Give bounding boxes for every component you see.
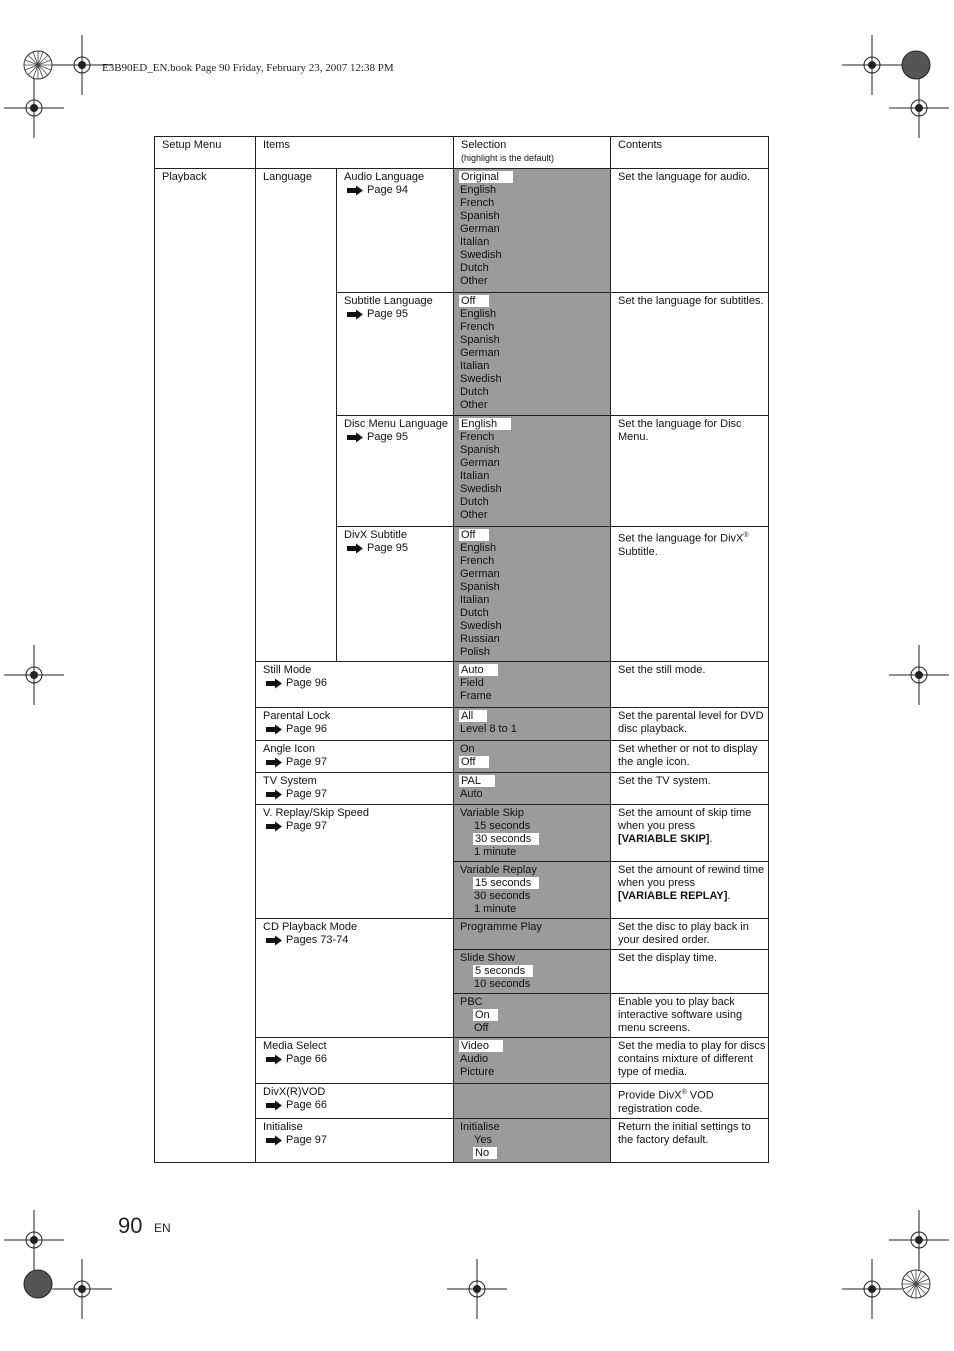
item-label: Media Select xyxy=(263,1040,327,1052)
pointing-arrow-icon xyxy=(265,678,283,689)
option-row xyxy=(460,594,610,607)
option-row xyxy=(460,581,610,594)
option: Swedish xyxy=(460,483,502,495)
option-row xyxy=(460,846,610,859)
option-row xyxy=(460,646,610,659)
option: German xyxy=(460,568,500,580)
selection-options xyxy=(454,862,611,919)
item-label: DivX(R)VOD xyxy=(263,1086,326,1098)
pointing-arrow-icon xyxy=(265,1100,283,1111)
option-row xyxy=(460,833,610,846)
selection-options xyxy=(454,950,611,994)
option-row xyxy=(460,690,610,703)
option: 1 minute xyxy=(474,846,517,858)
crosshair-registration-mark xyxy=(889,78,949,138)
option: 1 minute xyxy=(474,903,517,915)
option-row xyxy=(460,171,610,184)
section-playback: Playback xyxy=(155,169,256,1163)
option-row xyxy=(460,1066,610,1079)
option-row xyxy=(460,308,610,321)
option: French xyxy=(460,321,495,333)
contents-part: . xyxy=(727,890,731,902)
page-reference: Pages 73-74 xyxy=(286,934,349,946)
option-row xyxy=(460,775,610,788)
option-row xyxy=(460,664,610,677)
pointing-arrow-icon xyxy=(346,309,364,320)
contents-text: Set the disc to play back in your desired order. xyxy=(611,919,769,950)
book-header-line: E3B90ED_EN.book Page 90 Friday, February 23, 2007 12:38 PM xyxy=(102,62,394,74)
option-row xyxy=(460,399,610,412)
item-divx-vod xyxy=(256,1084,454,1119)
contents-part: Provide DivX xyxy=(618,1089,682,1102)
page-reference: Page 97 xyxy=(286,820,327,832)
pointing-arrow-icon xyxy=(265,821,283,832)
selection-options xyxy=(454,1038,611,1084)
option-row xyxy=(460,756,610,769)
default-option: No xyxy=(473,1147,497,1159)
option: Auto xyxy=(460,788,483,800)
option: Russian xyxy=(460,633,500,645)
option: Other xyxy=(460,509,488,521)
option: Polish xyxy=(460,646,490,658)
page-reference: Page 96 xyxy=(286,723,327,735)
contents-text: Enable you to play back interactive software using menu screens. xyxy=(611,994,769,1038)
option: Audio xyxy=(460,1053,489,1065)
option: Frame xyxy=(460,690,492,702)
option: Italian xyxy=(460,360,490,372)
option-row xyxy=(460,210,610,223)
selection-options xyxy=(454,994,611,1038)
crosshair-registration-mark xyxy=(889,645,949,705)
item-tv-system xyxy=(256,773,454,805)
default-option: Video xyxy=(459,1040,503,1052)
contents-part: Set the language for DivX xyxy=(618,532,744,545)
option-row xyxy=(460,677,610,690)
sub-setting-label: Initialise xyxy=(460,1120,500,1133)
option: English xyxy=(460,184,497,196)
selection-options xyxy=(454,708,611,741)
default-option: Off xyxy=(459,529,489,541)
option-row xyxy=(460,275,610,288)
option: 10 seconds xyxy=(474,978,531,990)
option: German xyxy=(460,457,500,469)
option-row xyxy=(460,184,610,197)
option: Spanish xyxy=(460,581,500,593)
item-language-group: Language xyxy=(256,169,337,662)
page-reference: Page 66 xyxy=(286,1099,327,1111)
option-row xyxy=(460,249,610,262)
registration-starburst-mark xyxy=(886,1254,946,1314)
item-label: Audio Language xyxy=(344,171,425,183)
option-row xyxy=(460,1022,610,1035)
option-row xyxy=(460,788,610,801)
option: German xyxy=(460,347,500,359)
contents-text: Set the still mode. xyxy=(611,662,769,708)
option-row xyxy=(460,386,610,399)
default-option: 5 seconds xyxy=(473,965,533,977)
option: Dutch xyxy=(460,386,489,398)
pointing-arrow-icon xyxy=(346,185,364,196)
option-row xyxy=(460,542,610,555)
item-divx-subtitle xyxy=(337,527,454,662)
page-reference: Page 97 xyxy=(286,756,327,768)
pointing-arrow-icon xyxy=(265,1054,283,1065)
contents-text: Set the language for subtitles. xyxy=(611,293,769,416)
item-label: Parental Lock xyxy=(263,710,331,722)
option: German xyxy=(460,223,500,235)
option: Italian xyxy=(460,594,490,606)
option: 30 seconds xyxy=(474,890,531,902)
header-setup-menu: Setup Menu xyxy=(155,137,256,169)
registered-mark: ® xyxy=(743,532,749,539)
page-number: 90 xyxy=(118,1213,143,1238)
item-label: TV System xyxy=(263,775,317,787)
item-label: Disc Menu Language xyxy=(344,418,448,430)
option-row xyxy=(460,373,610,386)
option: French xyxy=(460,197,495,209)
pointing-arrow-icon xyxy=(346,432,364,443)
default-option: Auto xyxy=(459,664,498,676)
option: Spanish xyxy=(460,210,500,222)
contents-text: Set the TV system. xyxy=(611,773,769,805)
option-row xyxy=(460,710,610,723)
item-label: Initialise xyxy=(263,1120,303,1133)
option: French xyxy=(460,555,495,567)
header-contents: Contents xyxy=(611,137,769,169)
option-row xyxy=(460,223,610,236)
option-row xyxy=(460,1040,610,1053)
option: Other xyxy=(460,399,488,411)
selection-options xyxy=(454,773,611,805)
item-angle-icon xyxy=(256,741,454,773)
selection-options xyxy=(454,527,611,662)
default-option: 15 seconds xyxy=(473,877,539,889)
pointing-arrow-icon xyxy=(265,1135,283,1146)
item-label: V. Replay/Skip Speed xyxy=(263,807,369,819)
contents-part: Set the amount of skip time when you press xyxy=(618,807,752,832)
crosshair-registration-mark xyxy=(4,645,64,705)
option: Swedish xyxy=(460,373,502,385)
option-row xyxy=(460,262,610,275)
item-label: Angle Icon xyxy=(263,743,315,755)
option: Level 8 to 1 xyxy=(460,723,517,735)
registered-mark: ® xyxy=(681,1089,687,1096)
pointing-arrow-icon xyxy=(265,789,283,800)
sub-setting-label: Slide Show xyxy=(460,952,516,964)
item-v-replay-skip-speed xyxy=(256,805,454,919)
option-row xyxy=(460,470,610,483)
contents-text: Set the display time. xyxy=(611,950,769,994)
pointing-arrow-icon xyxy=(265,935,283,946)
selection-options xyxy=(454,662,611,708)
page-language: EN xyxy=(154,1221,171,1235)
page-reference: Page 95 xyxy=(367,308,408,320)
option: Off xyxy=(474,1022,489,1034)
option-row xyxy=(460,236,610,249)
selection-options xyxy=(454,1118,611,1162)
option-row xyxy=(460,903,610,916)
pointing-arrow-icon xyxy=(265,757,283,768)
option: Dutch xyxy=(460,607,489,619)
option-row xyxy=(460,1009,610,1022)
option-row xyxy=(460,620,610,633)
default-option: On xyxy=(473,1009,498,1021)
option-row xyxy=(460,1147,610,1160)
option-row xyxy=(460,334,610,347)
option-row xyxy=(460,347,610,360)
selection-note: (highlight is the default) xyxy=(461,153,555,163)
item-cd-playback-mode xyxy=(256,919,454,1038)
item-label: Still Mode xyxy=(263,664,312,676)
option: Spanish xyxy=(460,444,500,456)
sub-setting-label: Variable Replay xyxy=(460,864,537,876)
option-row xyxy=(460,509,610,522)
sub-options xyxy=(460,965,610,991)
option: Field xyxy=(460,677,484,689)
crosshair-registration-mark xyxy=(4,78,64,138)
key-name: [VARIABLE SKIP] xyxy=(618,833,710,845)
option: Italian xyxy=(460,470,490,482)
header-selection xyxy=(454,137,611,169)
default-option: 30 seconds xyxy=(473,833,539,845)
option-row xyxy=(460,633,610,646)
contents-part: Subtitle. xyxy=(618,545,658,558)
page-reference: Page 66 xyxy=(286,1053,327,1065)
option-row xyxy=(460,321,610,334)
option: French xyxy=(460,431,495,443)
page-reference: Page 97 xyxy=(286,788,327,800)
option-row xyxy=(460,444,610,457)
option: Yes xyxy=(474,1133,492,1146)
option-row xyxy=(460,820,610,833)
sub-options xyxy=(460,1009,610,1035)
pointing-arrow-icon xyxy=(265,724,283,735)
page-reference: Page 96 xyxy=(286,677,327,689)
pointing-arrow-icon xyxy=(346,543,364,554)
contents-part: VOD registration code. xyxy=(618,1089,714,1115)
contents-text: Set the language for Disc Menu. xyxy=(611,416,769,527)
contents-text: Return the initial settings to the factory default. xyxy=(611,1118,769,1162)
default-option: All xyxy=(459,710,487,722)
option-row xyxy=(460,431,610,444)
item-parental-lock xyxy=(256,708,454,741)
option: English xyxy=(460,308,497,320)
option-row xyxy=(460,1134,610,1147)
crosshair-registration-mark xyxy=(52,1259,112,1319)
selection-options xyxy=(454,805,611,862)
option: Italian xyxy=(460,236,490,248)
option: 15 seconds xyxy=(474,820,531,832)
item-audio-language xyxy=(337,169,454,293)
selection-options xyxy=(454,416,611,527)
default-option: Original xyxy=(459,171,513,183)
selection-options xyxy=(454,169,611,293)
default-option: English xyxy=(459,418,511,430)
selection-label: Selection xyxy=(461,139,507,151)
selection-options: Programme Play xyxy=(454,919,611,950)
selection-options xyxy=(454,293,611,416)
option-row xyxy=(460,496,610,509)
page-reference: Page 94 xyxy=(367,184,408,196)
option-row xyxy=(460,418,610,431)
page-reference: Page 95 xyxy=(367,431,408,443)
contents-text xyxy=(611,1084,769,1119)
option: Picture xyxy=(460,1066,495,1078)
option: Dutch xyxy=(460,496,489,508)
option-row xyxy=(460,568,610,581)
page-reference: Page 97 xyxy=(286,1133,327,1146)
default-option: Off xyxy=(459,756,489,768)
sub-options xyxy=(460,1134,610,1160)
sub-options xyxy=(460,820,610,859)
table-row xyxy=(155,169,769,293)
option-row xyxy=(460,1053,610,1066)
option-row xyxy=(460,483,610,496)
option-row xyxy=(460,360,610,373)
option-row xyxy=(460,295,610,308)
item-subtitle-language xyxy=(337,293,454,416)
crosshair-registration-mark xyxy=(447,1259,507,1319)
item-label: CD Playback Mode xyxy=(263,921,358,933)
item-media-select xyxy=(256,1038,454,1084)
sub-setting-label: Variable Skip xyxy=(460,807,524,819)
default-option: PAL xyxy=(459,775,495,787)
option-row xyxy=(460,529,610,542)
item-label: DivX Subtitle xyxy=(344,529,407,541)
contents-part: Set the amount of rewind time when you press xyxy=(618,864,765,889)
option-row xyxy=(460,607,610,620)
selection-options xyxy=(454,1084,611,1119)
option: Swedish xyxy=(460,620,502,632)
option-row xyxy=(460,965,610,978)
option-row xyxy=(460,723,610,736)
option-row xyxy=(460,555,610,568)
sub-setting-label: PBC xyxy=(460,996,483,1008)
contents-text xyxy=(611,527,769,662)
option: Dutch xyxy=(460,262,489,274)
option-row xyxy=(460,877,610,890)
key-name: [VARIABLE REPLAY] xyxy=(618,890,728,902)
selection-options xyxy=(454,741,611,773)
contents-text: Set the language for audio. xyxy=(611,169,769,293)
item-disc-menu-language xyxy=(337,416,454,527)
item-still-mode xyxy=(256,662,454,708)
contents-text xyxy=(611,862,769,919)
setup-menu-table xyxy=(154,136,769,1163)
option: On xyxy=(460,743,475,755)
contents-part: . xyxy=(709,833,713,845)
option-row xyxy=(460,197,610,210)
sub-options xyxy=(460,877,610,916)
option-row xyxy=(460,890,610,903)
item-label: Subtitle Language xyxy=(344,295,433,307)
header-items: Items xyxy=(256,137,454,169)
contents-text: Set the parental level for DVD disc playback. xyxy=(611,708,769,741)
option-row xyxy=(460,978,610,991)
table-header-row xyxy=(155,137,769,169)
option: Other xyxy=(460,275,488,287)
contents-text xyxy=(611,805,769,862)
item-initialise xyxy=(256,1118,454,1162)
option-row xyxy=(460,743,610,756)
contents-text: Set whether or not to display the angle icon. xyxy=(611,741,769,773)
contents-text: Set the media to play for discs contains mixture of different type of media. xyxy=(611,1038,769,1084)
default-option: Off xyxy=(459,295,489,307)
option-row xyxy=(460,457,610,470)
option: English xyxy=(460,542,497,554)
page-reference: Page 95 xyxy=(367,542,408,554)
option: Swedish xyxy=(460,249,502,261)
option: Spanish xyxy=(460,334,500,346)
